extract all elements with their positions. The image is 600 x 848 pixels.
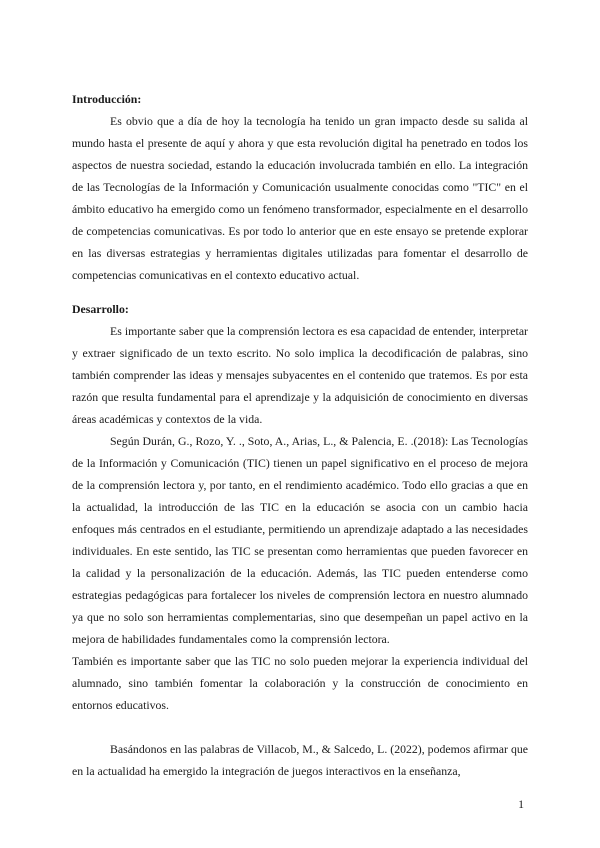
paragraph-desarrollo-4: Basándonos en las palabras de Villacob, M., & Salcedo, L. (2022), podemos afirmar que en la actualidad ha emergido la integración de juegos interactivos en la enseñanza, xyxy=(72,742,528,778)
paragraph-desarrollo-1: Es importante saber que la comprensión lectora es esa capacidad de entender, interpretar y extraer significado de un texto escrito. No solo implica la decodificación de palabras, sino también comprender las ideas y mensajes subyacentes en el contenido que tratemos. Es por esta razón que resulta fundamental para el aprendizaje y la adquisición de conocimiento en diversas áreas académicas y contextos de la vida. xyxy=(72,324,528,426)
paragraph-introduccion-1: Es obvio que a día de hoy la tecnología ha tenido un gran impacto desde su salida al mundo hasta el presente de aquí y ahora y que esta revolución digital ha penetrado en todos los aspectos de nuestra sociedad, estando la educación involucrada también en ello. La integración de las Tecnologías de la Información y Comunicación usualmente conocidas como "TIC" en el ámbito educativo ha emergido como un fenómeno transformador, especialmente en el desarrollo de competencias comunicativas. Es por todo lo anterior que en este ensayo se pretende explorar en las diversas estrategias y herramientas digitales utilizadas para fomentar el desarrollo de competencias comunicativas en el contexto educativo actual. xyxy=(72,114,528,282)
page-number: 1 xyxy=(518,797,524,811)
paragraph-spacer xyxy=(72,716,528,738)
paragraph-desarrollo-3: También es importante saber que las TIC no solo pueden mejorar la experiencia individual del alumnado, sino también fomentar la colaboración y la construcción de conocimiento en entornos educativos. xyxy=(72,654,528,712)
heading-introduccion: Introducción: xyxy=(72,92,142,106)
section-spacer xyxy=(72,286,528,298)
document-body xyxy=(72,88,528,782)
paragraph-desarrollo-2: Según Durán, G., Rozo, Y. ., Soto, A., Arias, L., & Palencia, E. .(2018): Las Tecnologías de la Información y Comunicación (TIC) tienen un papel significativo en el proceso de mejora de la comprensión lectora y, por tanto, en el rendimiento académico. Todo ello gracias a que en la actualidad, la introducción de las TIC en la educación se asocia con un cambio hacia enfoques más centrados en el estudiante, permitiendo un aprendizaje adaptado a las necesidades individuales. En este sentido, las TIC se presentan como herramientas que pueden favorecer en la calidad y la personalización de la educación. Además, las TIC pueden entenderse como estrategias pedagógicas para fortalecer los niveles de comprensión lectora en nuestro alumnado ya que no solo son herramientas complementarias, sino que desempeñan un papel activo en la mejora de habilidades fundamentales como la comprensión lectora. xyxy=(72,434,528,646)
heading-desarrollo: Desarrollo: xyxy=(72,302,129,316)
